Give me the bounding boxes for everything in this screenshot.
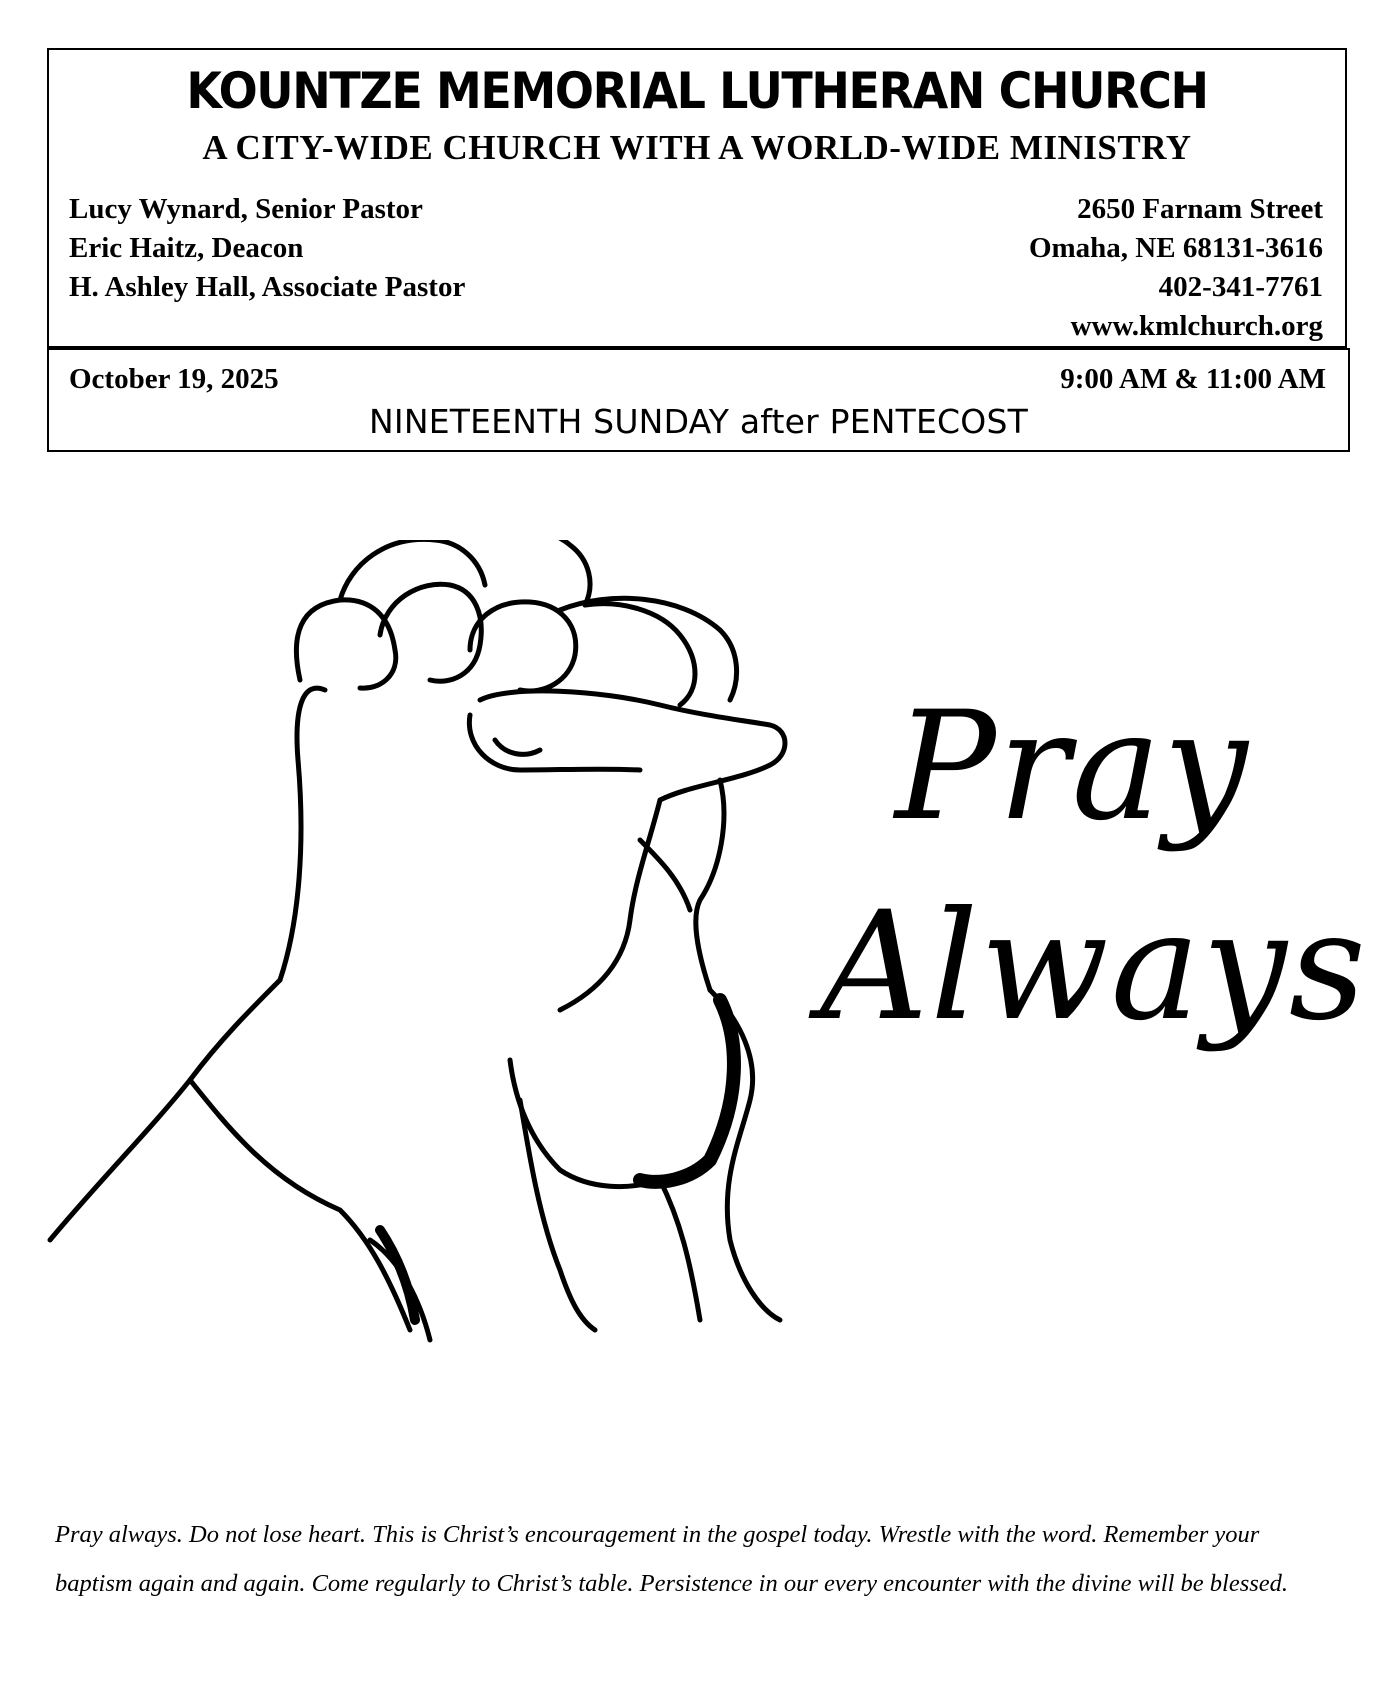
right-sleeve-outer bbox=[710, 990, 780, 1320]
service-date: October 19, 2025 bbox=[69, 363, 279, 395]
left-thumb bbox=[585, 604, 695, 705]
staff-deacon: Eric Haitz, Deacon bbox=[69, 232, 304, 264]
theme-word-always: Always bbox=[820, 880, 1368, 1054]
thumb-nail bbox=[495, 740, 540, 754]
city-state-zip: Omaha, NE 68131-3616 bbox=[1028, 232, 1323, 264]
palm-crease bbox=[640, 840, 690, 910]
left-finger-5 bbox=[470, 602, 576, 691]
left-cuff-inner bbox=[370, 1240, 430, 1340]
church-header bbox=[47, 48, 1347, 348]
street-address: 2650 Farnam Street bbox=[1077, 193, 1323, 225]
theme-word-pray: Pray bbox=[895, 680, 1250, 854]
website-link[interactable]: www.kmlchurch.org bbox=[1070, 310, 1323, 342]
church-tagline: A CITY-WIDE CHURCH WITH A WORLD-WIDE MINISTRY bbox=[202, 128, 1192, 167]
liturgical-day: NINETEENTH SUNDAY after PENTECOST bbox=[369, 402, 1028, 441]
right-sleeve-fold bbox=[660, 1180, 700, 1320]
left-sleeve bbox=[50, 980, 280, 1240]
church-name: KOUNTZE MEMORIAL LUTHERAN CHURCH bbox=[186, 62, 1208, 120]
staff-associate-pastor: H. Ashley Hall, Associate Pastor bbox=[69, 271, 466, 303]
right-palm-edge bbox=[560, 800, 660, 1010]
clasped-hands-icon bbox=[40, 540, 920, 1440]
left-cuff bbox=[190, 1080, 410, 1330]
staff-list bbox=[69, 190, 465, 307]
service-times: 9:00 AM & 11:00 AM bbox=[1060, 363, 1326, 395]
left-forearm bbox=[280, 688, 325, 980]
staff-senior-pastor: Lucy Wynard, Senior Pastor bbox=[69, 193, 423, 225]
left-finger-1 bbox=[296, 600, 395, 688]
service-info-box bbox=[47, 348, 1350, 452]
contact-info bbox=[1029, 190, 1323, 346]
right-hand-edge bbox=[696, 780, 724, 990]
right-thumb bbox=[480, 691, 785, 800]
phone-number: 402-341-7761 bbox=[1158, 271, 1323, 303]
sleeve-shadow bbox=[640, 1000, 734, 1182]
reflection-paragraph: Pray always. Do not lose heart. This is Christ’s encouragement in the gospel today. Wrestle with the word. Remember your baptism again and again. Come regularly to Christ’s table. Persistence in our every encounter with the divine will be blessed. bbox=[55, 1521, 1289, 1597]
